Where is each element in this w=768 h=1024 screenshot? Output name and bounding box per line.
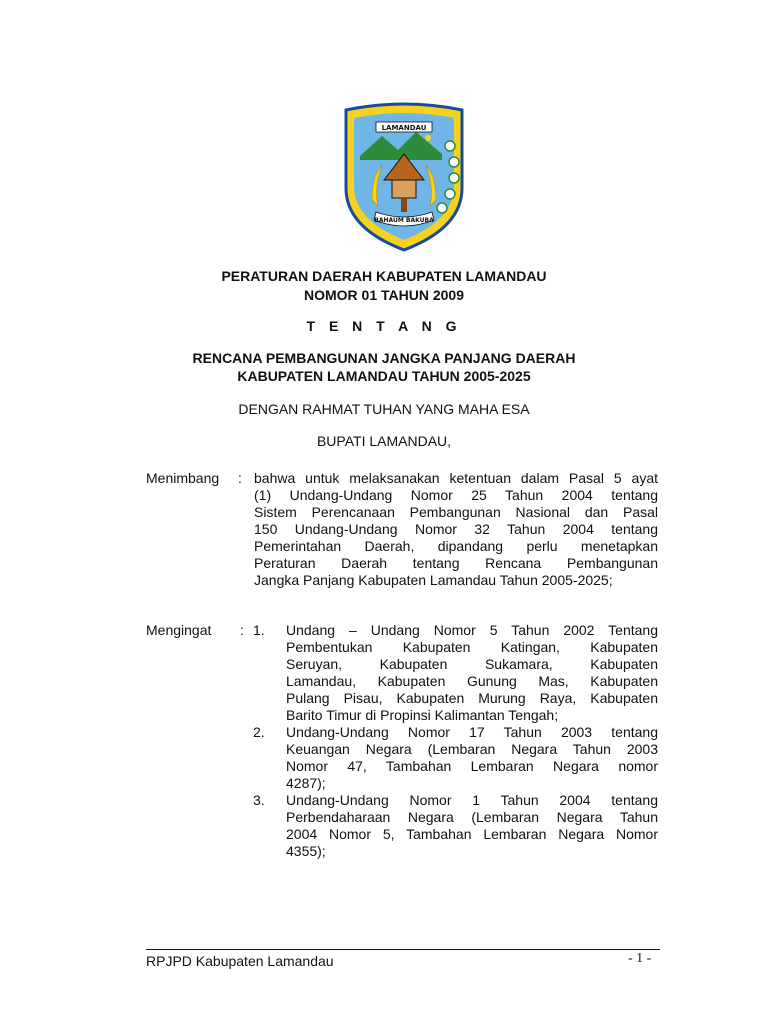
- mengingat-item-number: 1.: [253, 622, 265, 638]
- mengingat-label: Mengingat: [146, 622, 212, 638]
- regulation-number: NOMOR 01 TAHUN 2009: [303, 287, 464, 303]
- subject-line-1: RENCANA PEMBANGUNAN JANGKA PANJANG DAERAH: [192, 350, 576, 366]
- mengingat-item-number: 3.: [253, 792, 265, 808]
- menimbang-label: Menimbang: [146, 470, 220, 486]
- mengingat-item-line: Pulang Pisau, Kabupaten Murung Raya, Kabupaten: [286, 690, 658, 706]
- subject-line-2: KABUPATEN LAMANDAU TAHUN 2005-2025: [237, 368, 531, 384]
- menimbang-line: 150 Undang-Undang Nomor 32 Tahun 2004 tentang: [254, 521, 658, 537]
- mengingat-colon: :: [240, 622, 244, 638]
- mengingat-item-2: [286, 724, 658, 792]
- mengingat-item-line: Undang-Undang Nomor 1 Tahun 2004 tentang: [286, 792, 658, 808]
- menimbang-line: bahwa untuk melaksanakan ketentuan dalam Pasal 5 ayat: [254, 470, 658, 486]
- menimbang-line: (1) Undang-Undang Nomor 25 Tahun 2004 tentang: [254, 487, 658, 503]
- mengingat-item-line: Keuangan Negara (Lembaran Negara Tahun 2003: [286, 741, 658, 757]
- menimbang-line: Peraturan Daerah tentang Rencana Pembangunan: [254, 555, 658, 571]
- footer-divider: [146, 949, 660, 950]
- menimbang-line: Pemerintahan Daerah, dipandang perlu menetapkan: [254, 538, 658, 554]
- menimbang-paragraph: [254, 470, 658, 589]
- rahmat-line: DENGAN RAHMAT TUHAN YANG MAHA ESA: [238, 401, 530, 417]
- menimbang-colon: :: [238, 470, 242, 486]
- page-number: - 1 -: [628, 951, 652, 966]
- mengingat-item-line: Seruyan, Kabupaten Sukamara, Kabupaten: [286, 656, 658, 672]
- emblem-motto-text: BAHAUM BAKUBA: [374, 217, 434, 224]
- mengingat-item-line: Lamandau, Kabupaten Gunung Mas, Kabupaten: [286, 673, 658, 689]
- menimbang-line: Sistem Perencanaan Pembangunan Nasional dan Pasal: [254, 504, 658, 520]
- mengingat-item-line: 4287);: [286, 775, 326, 791]
- mengingat-item-1: [286, 622, 658, 724]
- regulation-title: PERATURAN DAERAH KABUPATEN LAMANDAU: [221, 268, 547, 284]
- mengingat-item-line: Barito Timur di Propinsi Kalimantan Tengah;: [286, 707, 559, 723]
- menimbang-line: Jangka Panjang Kabupaten Lamandau Tahun 2005-2025;: [254, 572, 613, 588]
- mengingat-item-line: Undang-Undang Nomor 17 Tahun 2003 tentang: [286, 724, 658, 740]
- bupati-line: BUPATI LAMANDAU,: [316, 433, 452, 449]
- mengingat-item-line: 4355);: [286, 843, 326, 859]
- footer-document-name: RPJPD Kabupaten Lamandau: [146, 953, 334, 969]
- mengingat-item-line: 2004 Nomor 5, Tambahan Lembaran Negara Nomor: [286, 826, 658, 842]
- lamandau-emblem-logo: [338, 96, 470, 252]
- mengingat-item-line: Nomor 47, Tambahan Lembaran Negara nomor: [286, 758, 658, 774]
- mengingat-item-line: Perbendaharaan Negara (Lembaran Negara Tahun: [286, 809, 658, 825]
- mengingat-item-3: [286, 792, 658, 860]
- mengingat-item-line: Pembentukan Kabupaten Katingan, Kabupaten: [286, 639, 658, 655]
- mengingat-item-line: Undang – Undang Nomor 5 Tahun 2002 Tentang: [286, 622, 658, 638]
- tentang-heading: T E N T A N G: [306, 318, 462, 334]
- mengingat-item-number: 2.: [253, 724, 265, 740]
- emblem-banner-text: LAMANDAU: [381, 124, 427, 132]
